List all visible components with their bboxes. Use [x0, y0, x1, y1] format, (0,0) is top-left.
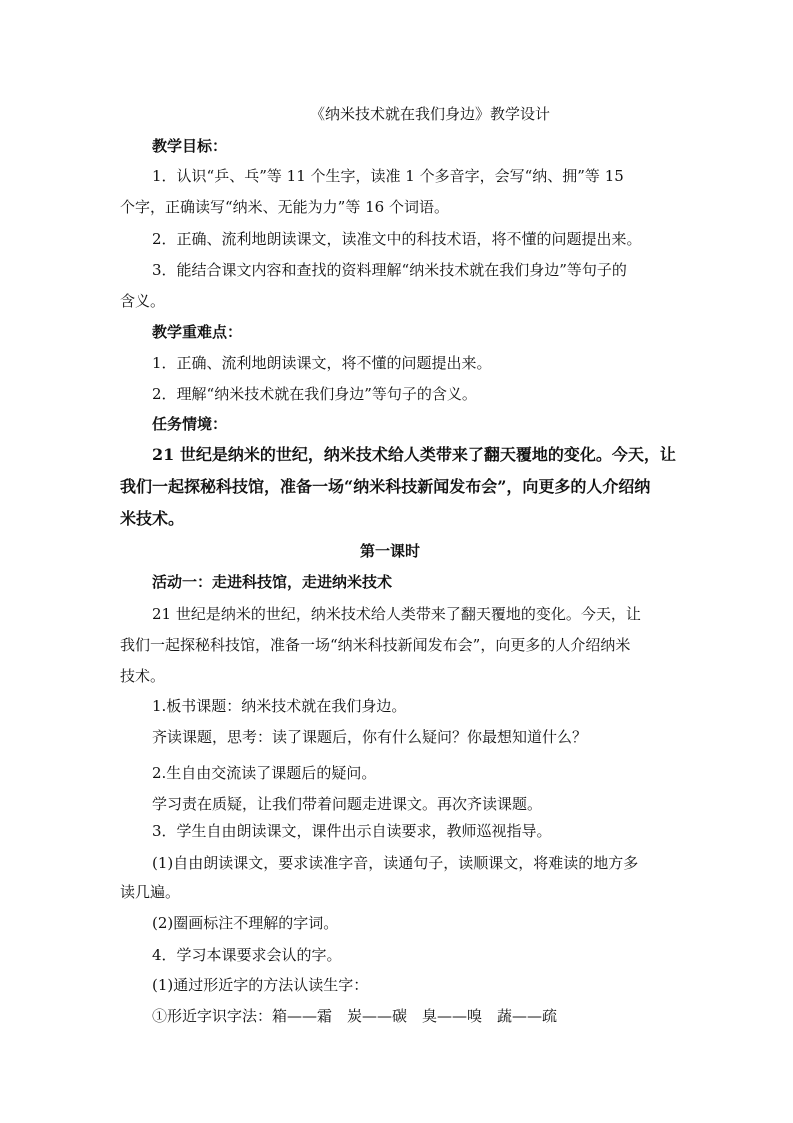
task-heading: 任务情境：	[152, 415, 228, 433]
document-title: 《纳米技术就在我们身边》教学设计	[309, 105, 550, 123]
goal-line: 2．正确、流利地朗读课文，读准文中的科技术语，将不懂的问题提出来。	[152, 230, 642, 248]
step-line: 3．学生自由朗读课文，课件出示自读要求，教师巡视指导。	[152, 822, 552, 840]
lesson-heading: 第一课时	[359, 542, 420, 560]
task-text-line: 我们一起探秘科技馆，准备一场“纳米科技新闻发布会”，向更多的人介绍纳	[120, 477, 651, 496]
step-line: 齐读课题，思考：读了课题后，你有什么疑问？你最想知道什么？	[152, 728, 588, 746]
activity-intro-line: 技术。	[120, 667, 166, 685]
difficulty-heading: 教学重难点：	[152, 323, 243, 341]
activity-intro-line: 21 世纪是纳米的世纪，纳米技术给人类带来了翻天覆地的变化。今天，让	[152, 605, 641, 623]
step-line: (2)圈画标注不理解的字词。	[152, 914, 339, 932]
step-line: 1.板书课题：纳米技术就在我们身边。	[152, 697, 407, 715]
step-line: 4．学习本课要求会认的字。	[152, 946, 342, 964]
step-line: (1)通过形近字的方法认读生字：	[152, 976, 369, 994]
difficulty-line: 1．正确、流利地朗读课文，将不懂的问题提出来。	[152, 354, 492, 372]
activity-intro-line: 我们一起探秘科技馆，准备一场“纳米科技新闻发布会”，向更多的人介绍纳米	[120, 636, 631, 654]
task-text-line: 21 世纪是纳米的世纪，纳米技术给人类带来了翻天覆地的变化。今天，让	[152, 445, 676, 464]
goal-line: 含义。	[120, 292, 166, 310]
step-line: 读几遍。	[120, 883, 181, 901]
step-line: 学习责在质疑，让我们带着问题走进课文。再次齐读课题。	[152, 795, 543, 813]
activity-heading: 活动一：走进科技馆，走进纳米技术	[152, 573, 393, 591]
step-line: ①形近字识字法：箱——霜 炭——碳 臭——嗅 蔬——疏	[152, 1007, 558, 1025]
step-line: 2.生自由交流读了课题后的疑问。	[152, 764, 377, 782]
step-line: (1)自由朗读课文，要求读准字音，读通句子，读顺课文，将难读的地方多	[152, 854, 639, 872]
goals-heading: 教学目标：	[152, 137, 228, 155]
task-text-line: 米技术。	[120, 509, 185, 528]
goal-line: 个字，正确读写“纳米、无能为力”等 16 个词语。	[120, 198, 449, 216]
goal-line: 1．认识“乒、乓”等 11 个生字，读准 1 个多音字，会写“纳、拥”等 15	[152, 167, 624, 185]
difficulty-line: 2．理解“纳米技术就在我们身边”等句子的含义。	[152, 385, 477, 403]
goal-line: 3．能结合课文内容和查找的资料理解“纳米技术就在我们身边”等句子的	[152, 261, 627, 279]
